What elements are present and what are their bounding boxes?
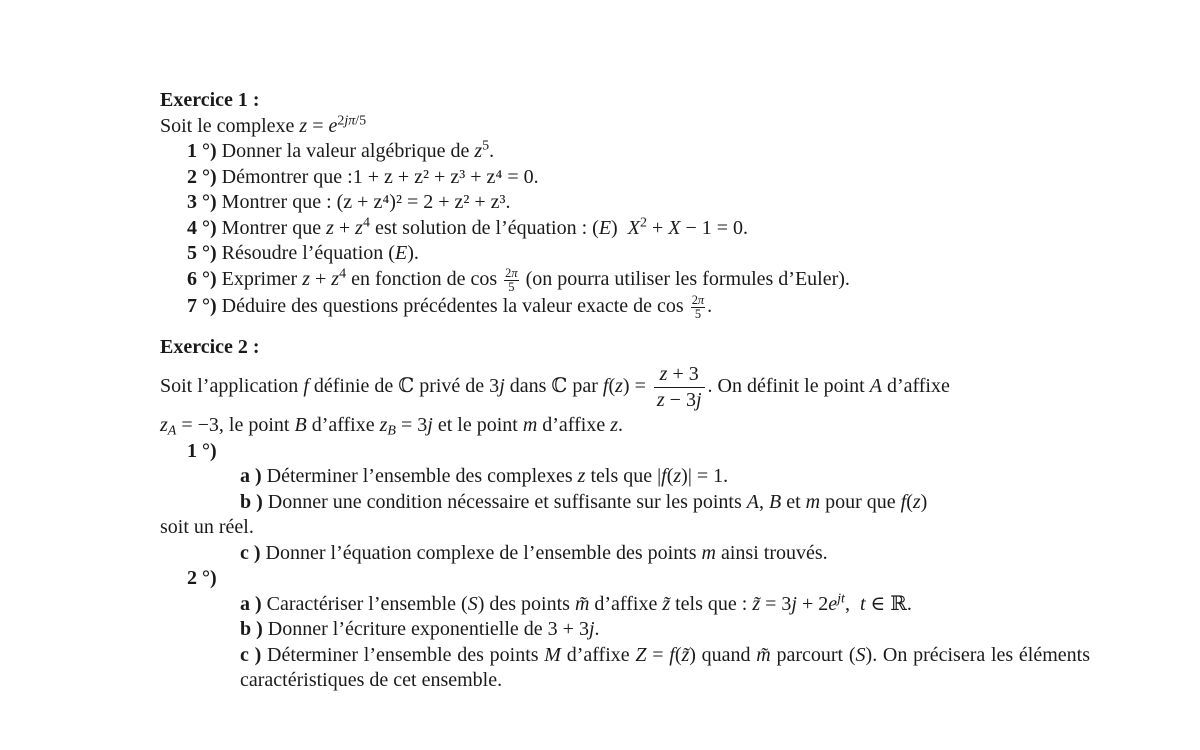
exercise-2-intro-line-2: $z_A = -3$, le point B d’affixe $z_B = 3j$ et le point m d’affixe z. [160, 414, 623, 439]
fraction: $\frac{2\pi}{5}$ [691, 292, 705, 321]
exercise-1-question: 3 °) Montrer que : (z + z⁴)² = 2 + z² + z³. [187, 191, 511, 213]
exercise-1-question: 2 °) Démontrer que :1 + z + z² + z³ + z⁴ = 0. [187, 165, 539, 188]
exercise-2-item-continuation: soit un réel. [160, 516, 254, 539]
exercise-2-part-2: 2 °) [187, 567, 217, 590]
exercise-2-item: a ) Déterminer l’ensemble des complexes z tels que |f(z)| = 1. [240, 465, 729, 488]
exercise-2-item: c ) Donner l’équation complexe de l’ensemble des points m ainsi trouvés. [240, 541, 828, 564]
exercise-2-item: a ) Caractériser l’ensemble (S) des points m̃ d’affixe z̃ tels que : z̃ = $3j + 2e^{jt}$, t ∈ ℝ. [240, 590, 912, 615]
exercise-1-intro: Soit le complexe $z = e^{2j\pi/5}$ [160, 112, 367, 137]
fraction: $\frac{z + 3}{z - 3j}$ [654, 362, 705, 413]
fraction: $\frac{2\pi}{5}$ [505, 265, 518, 294]
exercise-1-question: 5 °) Résoudre l’équation (E). [187, 242, 419, 264]
exercise-1-question: 6 °) Exprimer $z + z^4$ en fonction de cos $\frac{2\pi}{5}$ (on pourra utiliser les formules d’Euler). [187, 265, 850, 294]
exercise-1-question: 4 °) Montrer que $z + z^4$ est solution de l’équation : (E) $X^2 + X - 1 = 0$. [187, 214, 748, 239]
exercise-sheet [160, 88, 1090, 694]
exercise-2-intro: Soit l’application f définie de ℂ privé de 3j dans ℂ par f(z) = $\frac{z + 3}{z - 3j}$ . On définit le point A d’affixe [160, 363, 950, 412]
exercise-2-title: Exercice 2 : [160, 335, 260, 358]
exercise-1-title: Exercice 1 : [160, 89, 260, 111]
exercise-2-item: b ) Donner une condition nécessaire et suffisante sur les points A, B et m pour que f(z) [240, 490, 928, 513]
exercise-2-item: b ) Donner l’écriture exponentielle de 3 + 3j. [240, 618, 600, 641]
exercise-1-question: 7 °) Déduire des questions précédentes la valeur exacte de cos $\frac{2\pi}{5}$ . [187, 292, 713, 321]
exercise-2-item: c ) Déterminer l’ensemble des points M d’affixe Z = f(z̃) quand m̃ parcourt (S). On précisera les éléments caractéristiques de cet ensemble. [240, 643, 1091, 692]
exercise-2-part-1: 1 °) [187, 439, 217, 462]
exercise-1-question: 1 °) Donner la valeur algébrique de $z^5$. [187, 138, 495, 162]
